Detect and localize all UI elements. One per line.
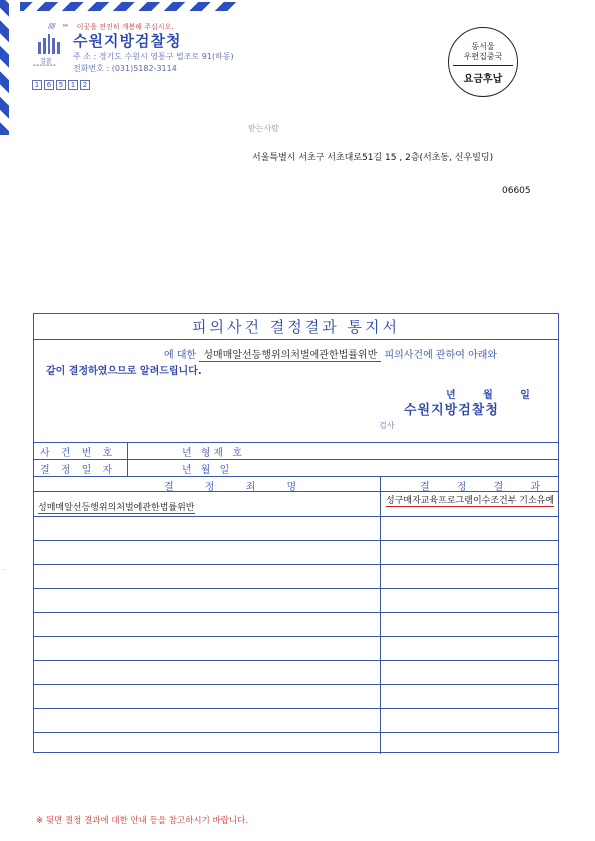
slashes-decoration: /////	[48, 22, 55, 30]
form-title: 피의사건 결정결과 통지서	[34, 314, 558, 340]
recipient-label: 받는사람	[248, 124, 279, 133]
stamp-line1: 동서울	[471, 42, 495, 51]
case-number-value: 년 형제 호	[182, 448, 245, 459]
prosecution-logo-icon	[38, 34, 60, 54]
footer-notice: ※ 뒷면 결정 결과에 대한 안내 등을 참고하시기 바랍니다.	[36, 816, 249, 826]
table-divider	[127, 442, 128, 476]
table-border	[34, 459, 558, 460]
airmail-stripe-left	[0, 0, 9, 135]
table-border	[34, 636, 558, 637]
table-border	[34, 588, 558, 589]
scissors-icon: ✂	[62, 22, 69, 30]
postcode-digit: 5	[56, 80, 66, 90]
form-paragraph-line1: 에 대한 성매매알선등행위의처벌에관한법률위반 피의사건에 관하여 아래와	[164, 350, 498, 361]
postcode-digit: 2	[80, 80, 90, 90]
postcode-digit: 6	[44, 80, 54, 90]
sender-phone: 전화번호 : (031)5182-3114	[73, 64, 177, 73]
result-value: 성구매자교육프로그램이수조건부 기소유예	[386, 496, 555, 506]
charge-value: 성매매알선등행위의처벌에관한법률위반	[38, 500, 195, 514]
table-border	[34, 708, 558, 709]
postcode-digit: 1	[68, 80, 78, 90]
sender-name: 수원지방검찰청	[73, 32, 182, 50]
table-border	[34, 540, 558, 541]
form-paragraph-line2: 같이 결정하였으므로 알려드립니다.	[46, 366, 202, 377]
decision-date-value: 년 월 일	[182, 465, 233, 476]
recipient-address: 서울특별시 서초구 서초대로51길 15 , 2층(서초동, 신우빌딩)	[252, 153, 494, 163]
warning-text: 이곳을 전진히 개봉해 주십시오.	[76, 23, 174, 31]
table-border	[34, 660, 558, 661]
logo-caption: 검찰	[40, 58, 52, 65]
stamp-divider	[453, 65, 513, 66]
table-border	[34, 732, 558, 733]
table-divider	[380, 476, 381, 754]
table-border	[34, 442, 558, 443]
logo-subtext: ▬▬▬▬▬▬▬	[33, 63, 57, 67]
col-result-header: 결 정 결 과	[420, 482, 553, 493]
issuing-office: 수원지방검찰청	[404, 403, 499, 418]
decision-date-label: 결 정 일 자	[40, 465, 117, 476]
sender-postcode	[32, 80, 90, 90]
margin-mark: ··	[3, 567, 7, 573]
col-charge-header: 결 정 죄 명	[164, 482, 311, 493]
prosecutor-label: 검사	[379, 421, 395, 430]
case-number-label: 사 건 번 호	[40, 448, 117, 459]
notice-form	[33, 313, 559, 753]
table-border	[34, 684, 558, 685]
table-border	[34, 476, 558, 477]
crime-name-highlight: 성매매알선등행위의처벌에관한법률위반	[199, 350, 381, 362]
issue-date-line: 년 월 일	[446, 390, 542, 401]
postage-stamp	[448, 27, 518, 97]
airmail-stripe-top	[20, 2, 236, 11]
table-border	[34, 564, 558, 565]
sender-address: 주 소 : 경기도 수원시 영통구 법조로 91(하동)	[73, 52, 234, 61]
postcode-digit: 1	[32, 80, 42, 90]
recipient-zip: 06605	[502, 186, 531, 196]
table-border	[34, 612, 558, 613]
stamp-line2: 우편집중국	[463, 52, 503, 61]
table-border	[34, 516, 558, 517]
stamp-line3: 요금후납	[463, 74, 503, 85]
